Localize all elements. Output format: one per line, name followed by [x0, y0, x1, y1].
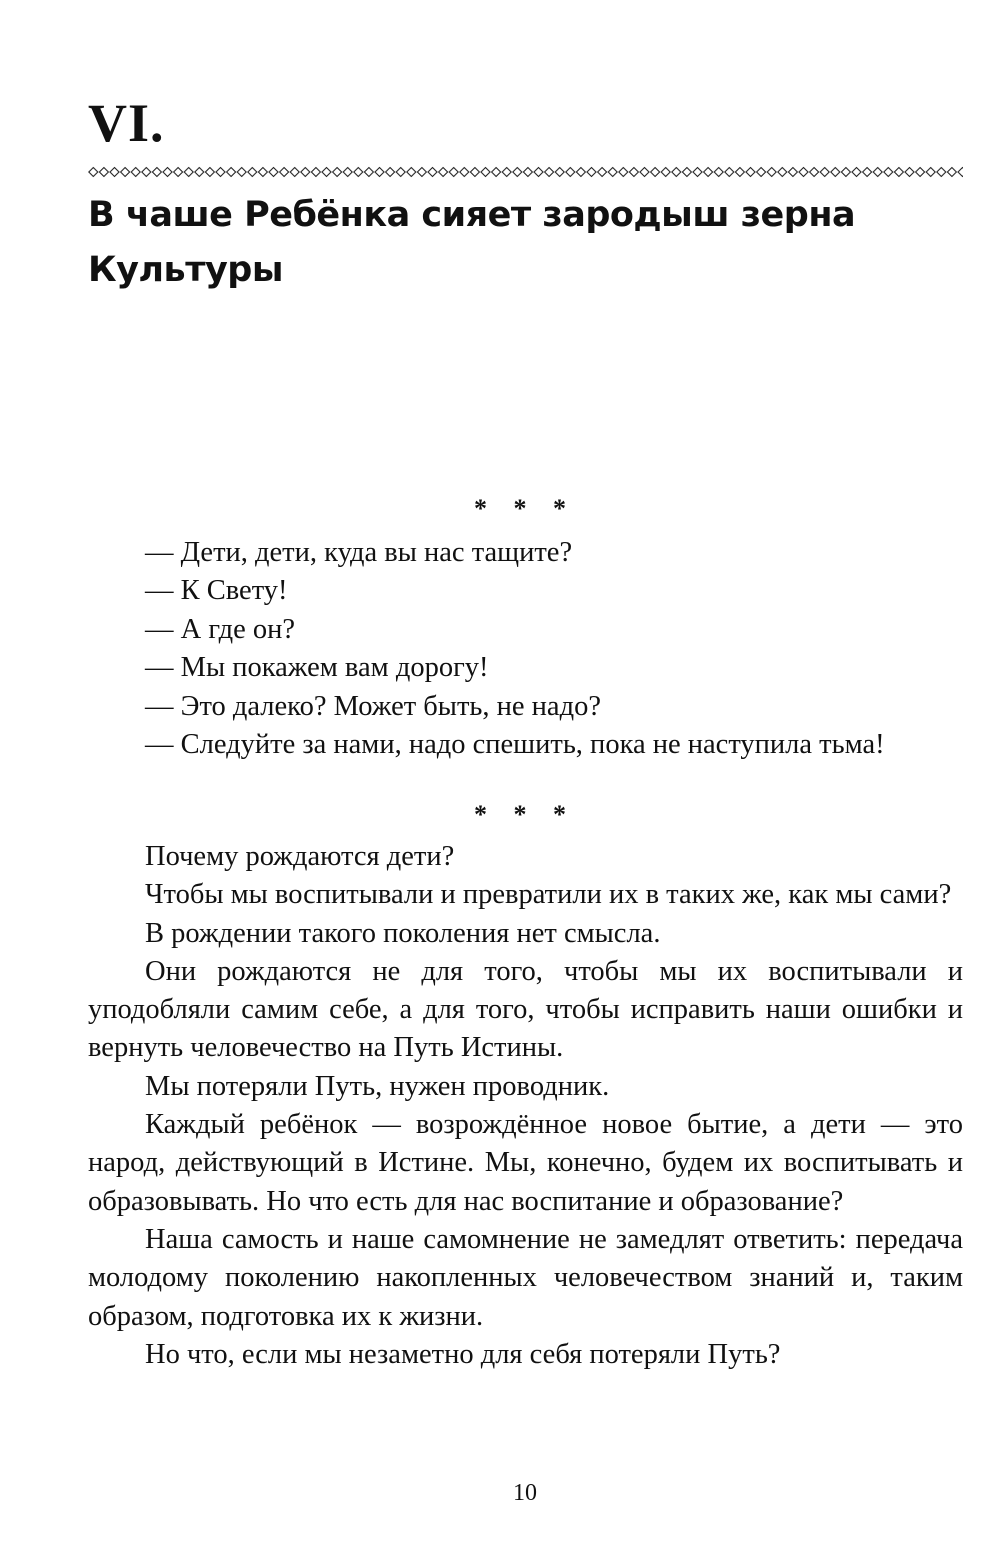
dialogue-line: — Дети, дети, куда вы нас тащите?	[145, 537, 573, 568]
dialogue-line: — А где он?	[145, 613, 296, 645]
dialogue-line: — Это далеко? Может быть, не надо?	[145, 690, 601, 722]
paragraph: В рождении такого поколения нет смысла.	[145, 917, 661, 949]
body-text	[88, 838, 963, 1374]
paragraph: Наша самость и наше самомнение не замедлят ответить: передача молодому поколению накопленных человечеством знаний и, таким образом, подготовка их к жизни.	[88, 1223, 963, 1332]
dialogue-line: — К Свету!	[145, 575, 288, 607]
section-separator: * * *	[474, 494, 576, 523]
paragraph: Они рождаются не для того, чтобы мы их воспитывали и уподобляли самим себе, а для того, чтобы исправить наши ошибки и вернуть человечество на Путь Истины.	[88, 955, 963, 1064]
diamond-border-divider	[88, 163, 963, 181]
paragraph: Каждый ребёнок — возрождённое новое бытие, а дети — это народ, действующий в Истине. Мы, конечно, будем их воспитывать и образовывать. Но что есть для нас воспитание и образование?	[88, 1109, 963, 1217]
page-number: 10	[513, 1480, 537, 1506]
paragraph: Чтобы мы воспитывали и превратили их в таких же, как мы сами?	[145, 879, 952, 911]
chapter-number: VI.	[88, 93, 165, 153]
dialogue-block	[145, 534, 885, 764]
dialogue-line: — Мы покажем вам дорогу!	[145, 652, 489, 684]
dialogue-line: — Следуйте за нами, надо спешить, пока не наступила тьма!	[145, 729, 885, 761]
chapter-title: В чаше Ребёнка сияет зародыш зерна Культуры	[88, 195, 856, 290]
paragraph: Но что, если мы незаметно для себя потеряли Путь?	[145, 1338, 781, 1370]
paragraph: Почему рождаются дети?	[145, 841, 455, 872]
paragraph: Мы потеряли Путь, нужен проводник.	[145, 1070, 610, 1102]
section-separator: * * *	[474, 800, 576, 829]
